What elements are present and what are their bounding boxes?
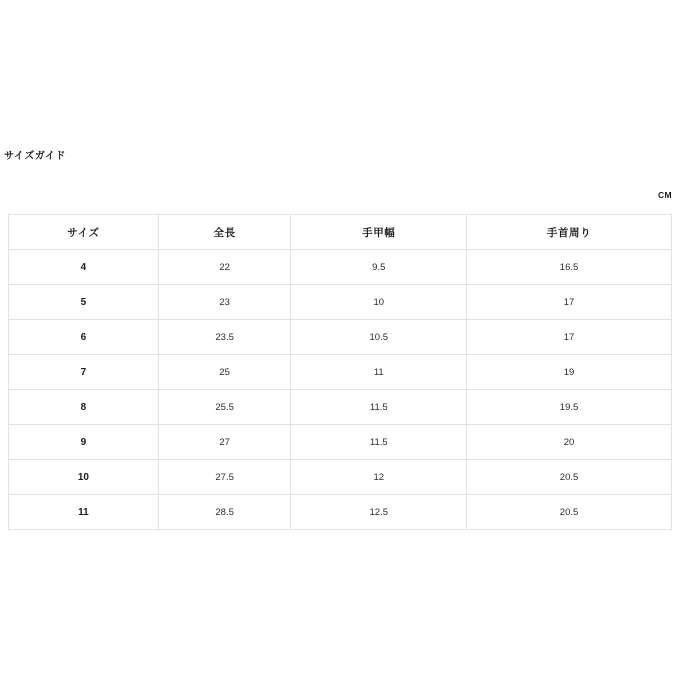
cell-wrist: 20.5 bbox=[467, 460, 672, 495]
cell-wrist: 17 bbox=[467, 320, 672, 355]
cell-wrist: 19.5 bbox=[467, 390, 672, 425]
cell-hand-width: 11.5 bbox=[291, 390, 467, 425]
cell-wrist: 20 bbox=[467, 425, 672, 460]
table-row bbox=[9, 460, 672, 495]
cell-length: 27 bbox=[158, 425, 291, 460]
cell-size: 11 bbox=[9, 495, 159, 530]
cell-length: 25 bbox=[158, 355, 291, 390]
table-row bbox=[9, 320, 672, 355]
cell-size: 5 bbox=[9, 285, 159, 320]
size-table bbox=[8, 214, 672, 530]
cell-size: 9 bbox=[9, 425, 159, 460]
cell-length: 23 bbox=[158, 285, 291, 320]
table-header-row bbox=[9, 215, 672, 250]
cell-length: 23.5 bbox=[158, 320, 291, 355]
cell-wrist: 19 bbox=[467, 355, 672, 390]
cell-hand-width: 12.5 bbox=[291, 495, 467, 530]
size-table-container bbox=[8, 214, 672, 530]
table-row bbox=[9, 425, 672, 460]
cell-size: 7 bbox=[9, 355, 159, 390]
cell-length: 28.5 bbox=[158, 495, 291, 530]
table-row bbox=[9, 495, 672, 530]
cell-wrist: 17 bbox=[467, 285, 672, 320]
table-row bbox=[9, 250, 672, 285]
cell-size: 10 bbox=[9, 460, 159, 495]
table-row bbox=[9, 355, 672, 390]
cell-hand-width: 9.5 bbox=[291, 250, 467, 285]
cell-length: 27.5 bbox=[158, 460, 291, 495]
column-header-wrist: 手首周り bbox=[467, 215, 672, 250]
table-row bbox=[9, 390, 672, 425]
column-header-size: サイズ bbox=[9, 215, 159, 250]
cell-hand-width: 11 bbox=[291, 355, 467, 390]
table-row bbox=[9, 285, 672, 320]
cell-hand-width: 12 bbox=[291, 460, 467, 495]
cell-wrist: 16.5 bbox=[467, 250, 672, 285]
page-title: サイズガイド bbox=[4, 151, 66, 162]
cell-wrist: 20.5 bbox=[467, 495, 672, 530]
cell-size: 4 bbox=[9, 250, 159, 285]
column-header-hand-width: 手甲幅 bbox=[291, 215, 467, 250]
column-header-length: 全長 bbox=[158, 215, 291, 250]
cell-size: 6 bbox=[9, 320, 159, 355]
cell-hand-width: 11.5 bbox=[291, 425, 467, 460]
cell-length: 25.5 bbox=[158, 390, 291, 425]
unit-label: CM bbox=[657, 190, 672, 200]
cell-hand-width: 10 bbox=[291, 285, 467, 320]
cell-size: 8 bbox=[9, 390, 159, 425]
cell-hand-width: 10.5 bbox=[291, 320, 467, 355]
cell-length: 22 bbox=[158, 250, 291, 285]
